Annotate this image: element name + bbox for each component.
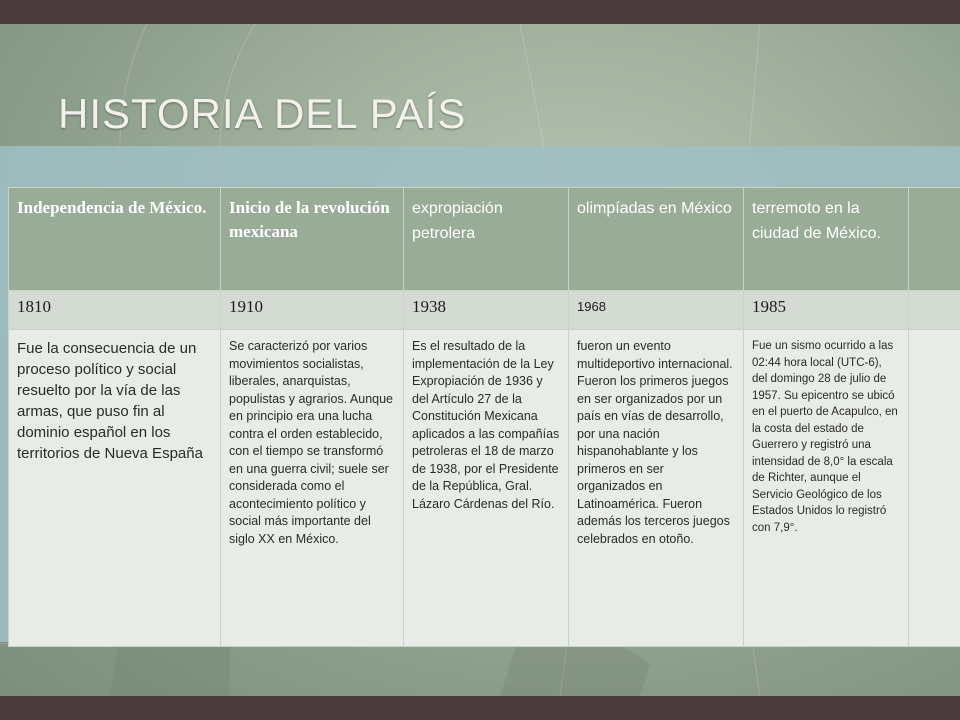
year-1810: 1810 <box>9 291 221 330</box>
description-empty <box>909 330 960 647</box>
description-row <box>9 330 960 647</box>
header-expropiacion: expropiación petrolera <box>404 188 569 291</box>
year-1938: 1938 <box>404 291 569 330</box>
description-independencia: Fue la consecuencia de un proceso político y social resuelto por la vía de las armas, que puso fin al dominio español en los territorios de Nueva España <box>9 330 221 647</box>
description-olimpiadas: fueron un evento multideportivo internacional. Fueron los primeros juegos en ser organizados por un país en vías de desarrollo, por una nación hispanohablante y los primeros en ser organizados en Latinoamérica. Fueron además los terceros juegos celebrados en otoño. <box>569 330 744 647</box>
header-empty <box>909 188 960 291</box>
year-empty <box>909 291 960 330</box>
year-1985: 1985 <box>744 291 909 330</box>
slide <box>0 24 960 696</box>
description-expropiacion: Es el resultado de la implementación de la Ley Expropiación de 1936 y del Artículo 27 de la Constitución Mexicana aplicados a las compañías petroleras el 18 de marzo de 1938, por el Presidente de la República, Gral. Lázaro Cárdenas del Río. <box>404 330 569 647</box>
year-1910: 1910 <box>221 291 404 330</box>
year-row <box>9 291 960 330</box>
header-row <box>9 188 960 291</box>
description-revolucion: Se caracterizó por varios movimientos socialistas, liberales, anarquistas, populistas y agrarios. Aunque en principio era una lucha contra el orden establecido, con el tiempo se transformó en una guerra civil; suele ser considerada como el acontecimiento político y social más importante del siglo XX en México. <box>221 330 404 647</box>
header-revolucion: Inicio de la revolución mexicana <box>221 188 404 291</box>
header-olimpiadas: olimpíadas en México <box>569 188 744 291</box>
header-independencia: Independencia de México. <box>9 188 221 291</box>
header-terremoto: terremoto en la ciudad de México. <box>744 188 909 291</box>
description-terremoto: Fue un sismo ocurrido a las 02:44 hora local (UTC-6), del domingo 28 de julio de 1957. Su epicentro se ubicó en el puerto de Acapulco, en la costa del estado de Guerrero y registró una intensidad de 8,0° la escala de Richter, aunque el Servicio Geológico de los Estados Unidos lo registró con 7,9°. <box>744 330 909 647</box>
slide-title: HISTORIA DEL PAÍS <box>58 90 467 137</box>
history-table <box>8 187 960 647</box>
top-frame-bar <box>0 0 960 24</box>
year-1968: 1968 <box>569 291 744 330</box>
bottom-frame-bar <box>0 696 960 720</box>
